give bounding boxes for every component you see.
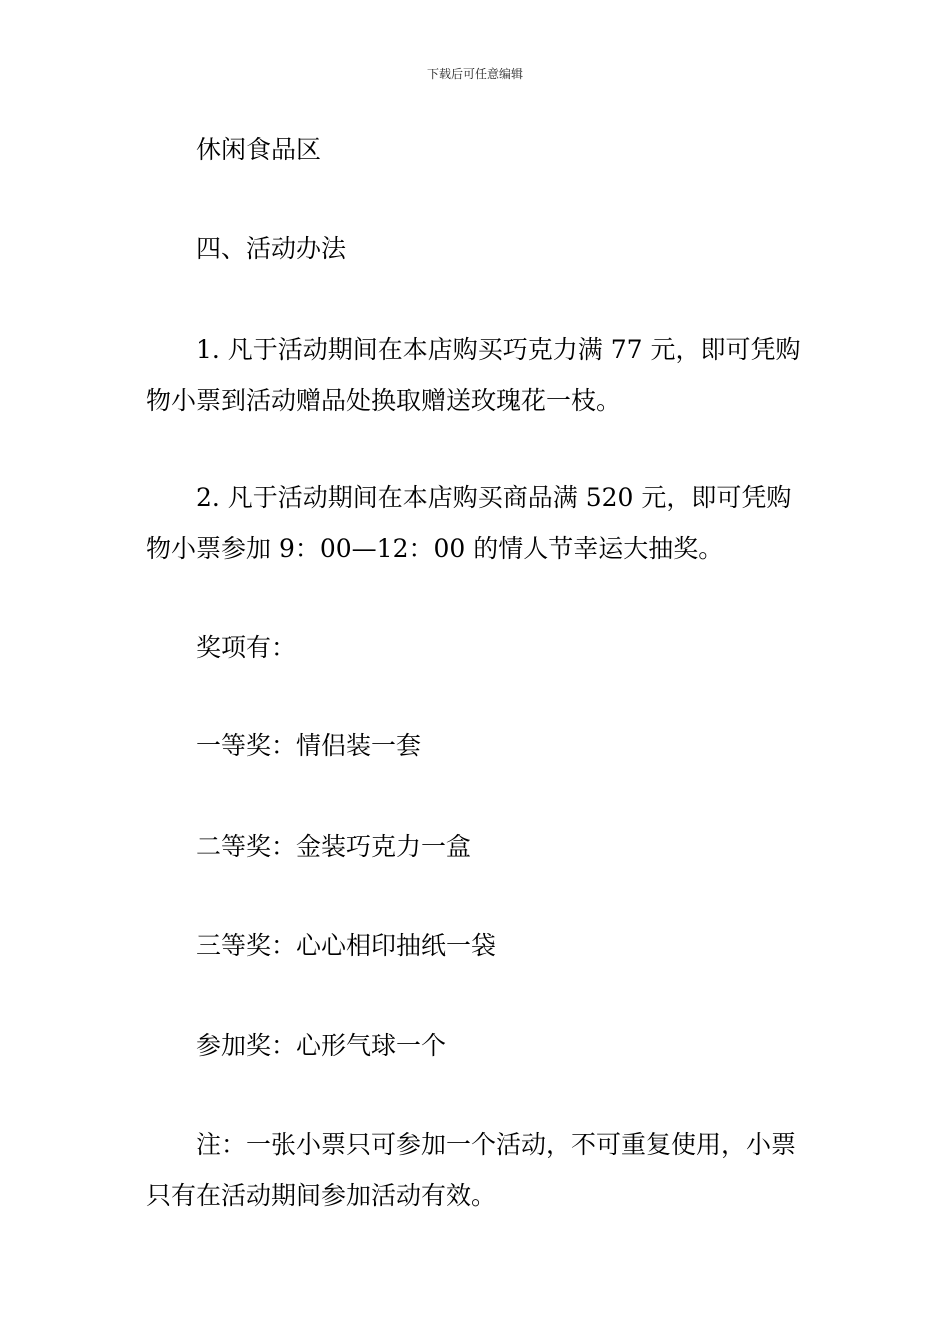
paragraph-prizes-intro: 奖项有： — [196, 633, 297, 662]
paragraph-section-snacks: 休闲食品区 — [196, 135, 322, 164]
paragraph-second-prize: 二等奖：金装巧克力一盒 — [196, 832, 472, 861]
paragraph-heading-activity-method: 四、活动办法 — [196, 234, 347, 263]
page-header-note: 下载后可任意编辑 — [426, 67, 523, 81]
paragraph-first-prize: 一等奖：情侣装一套 — [196, 731, 422, 760]
paragraph-rule-2: 2. 凡于活动期间在本店购买商品满 520 元，即可凭购物小票参加 9：00—12：00 的情人节幸运大抽奖。 — [146, 483, 792, 563]
paragraph-rule-1: 1. 凡于活动期间在本店购买巧克力满 77 元，即可凭购物小票到活动赠品处换取赠送玫瑰花一枝。 — [146, 335, 801, 415]
paragraph-third-prize: 三等奖：心心相印抽纸一袋 — [196, 931, 497, 960]
paragraph-note: 注：一张小票只可参加一个活动，不可重复使用，小票只有在活动期间参加活动有效。 — [146, 1130, 797, 1210]
paragraph-participation-prize: 参加奖：心形气球一个 — [196, 1031, 447, 1060]
